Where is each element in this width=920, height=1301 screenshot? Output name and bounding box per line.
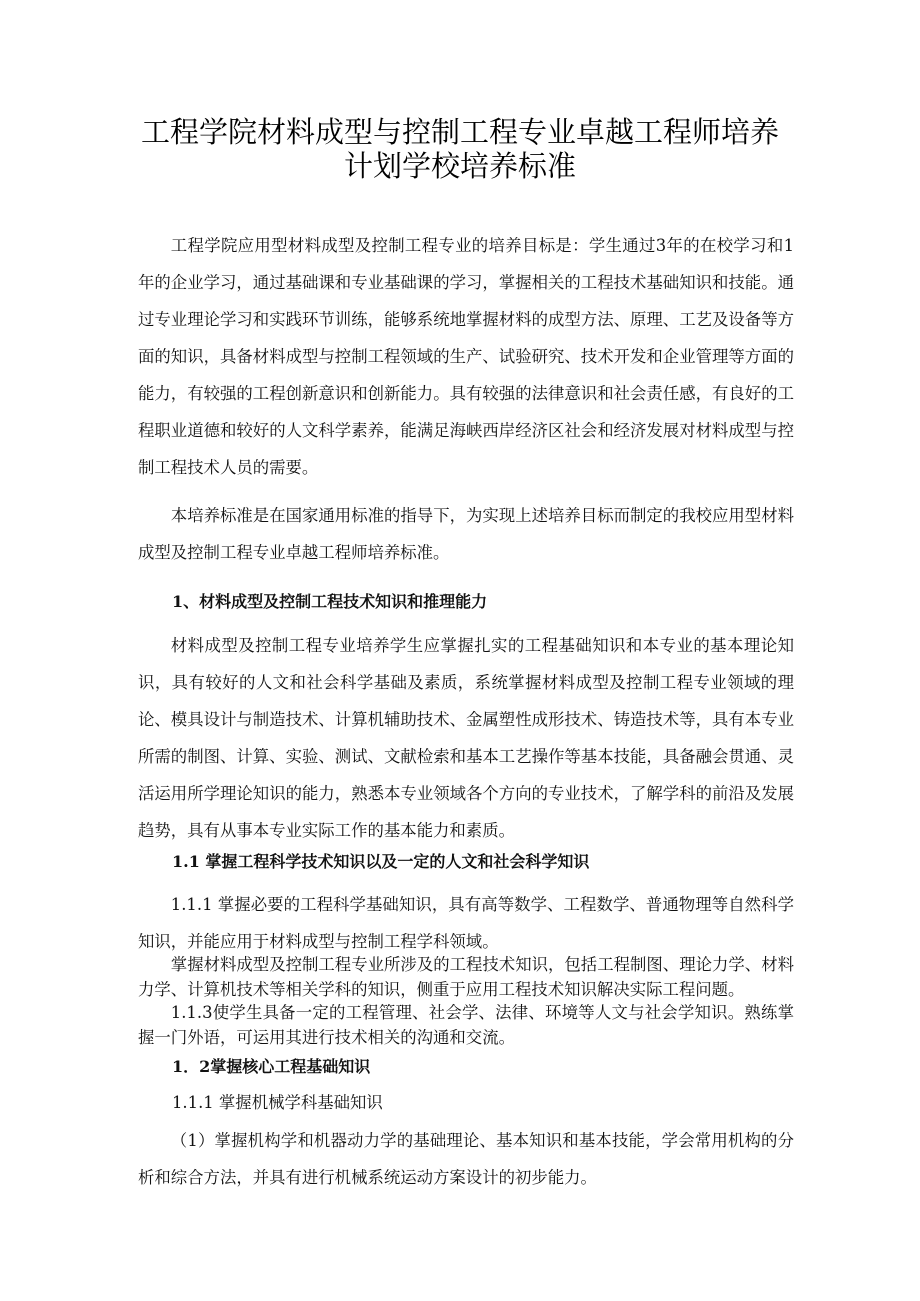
section-1-heading: 1、材料成型及控制工程技术知识和推理能力 (172, 592, 488, 611)
item-1-1-1: 1.1.1 掌握必要的工程科学基础知识，具有高等数学、工程数学、普通物理等自然科学知识，并能应用于材料成型与控制工程学科领域。 (138, 895, 794, 951)
item-1-1-2: 掌握材料成型及控制工程专业所涉及的工程技术知识，包括工程制图、理论力学、材料力学、计算机技术等相关学科的知识，侧重于应用工程技术知识解决实际工程问题。 (138, 955, 794, 999)
document-title-line-1: 工程学院材料成型与控制工程专业卓越工程师培养 (140, 115, 779, 149)
item-1-2-1: 1.1.1 掌握机械学科基础知识 (172, 1093, 383, 1112)
item-1-2-1-point-1: （1）掌握机构学和机器动力学的基础理论、基本知识和基本技能，学会常用机构的分析和综合方法，并具有进行机械系统运动方案设计的初步能力。 (138, 1131, 794, 1187)
intro-paragraph-2: 本培养标准是在国家通用标准的指导下，为实现上述培养目标而制定的我校应用型材料成型及控制工程专业卓越工程师培养标准。 (138, 506, 794, 562)
intro-paragraph: 工程学院应用型材料成型及控制工程专业的培养目标是：学生通过3年的在校学习和1年的企业学习，通过基础课和专业基础课的学习，掌握相关的工程技术基础知识和技能。通过专业理论学习和实践环节训练，能够系统地掌握材料的成型方法、原理、工艺及设备等方面的知识，具备材料成型与控制工程领域的生产、试验研究、技术开发和企业管理等方面的能力，有较强的工程创新意识和创新能力。具有较强的法律意识和社会责任感，有良好的工程职业道德和较好的人文科学素养，能满足海峡西岸经济区社会和经济发展对材料成型与控制工程技术人员的需要。 (138, 236, 794, 477)
subsection-1-2-heading: 1．2掌握核心工程基础知识 (172, 1057, 371, 1076)
item-1-1-3: 1.1.3使学生具备一定的工程管理、社会学、法律、环境等人文与社会学知识。熟练掌握一门外语，可运用其进行技术相关的沟通和交流。 (138, 1003, 794, 1047)
section-1-body: 材料成型及控制工程专业培养学生应掌握扎实的工程基础知识和本专业的基本理论知识，具有较好的人文和社会科学基础及素质，系统掌握材料成型及控制工程专业领域的理论、模具设计与制造技术、计算机辅助技术、金属塑性成形技术、铸造技术等，具有本专业所需的制图、计算、实验、测试、文献检索和基本工艺操作等基本技能，具备融会贯通、灵活运用所学理论知识的能力，熟悉本专业领域各个方向的专业技术，了解学科的前沿及发展趋势，具有从事本专业实际工作的基本能力和素质。 (138, 636, 794, 840)
subsection-1-1-heading: 1.1 掌握工程科学技术知识以及一定的人文和社会科学知识 (172, 852, 590, 871)
document-title-line-2: 计划学校培养标准 (343, 149, 576, 183)
